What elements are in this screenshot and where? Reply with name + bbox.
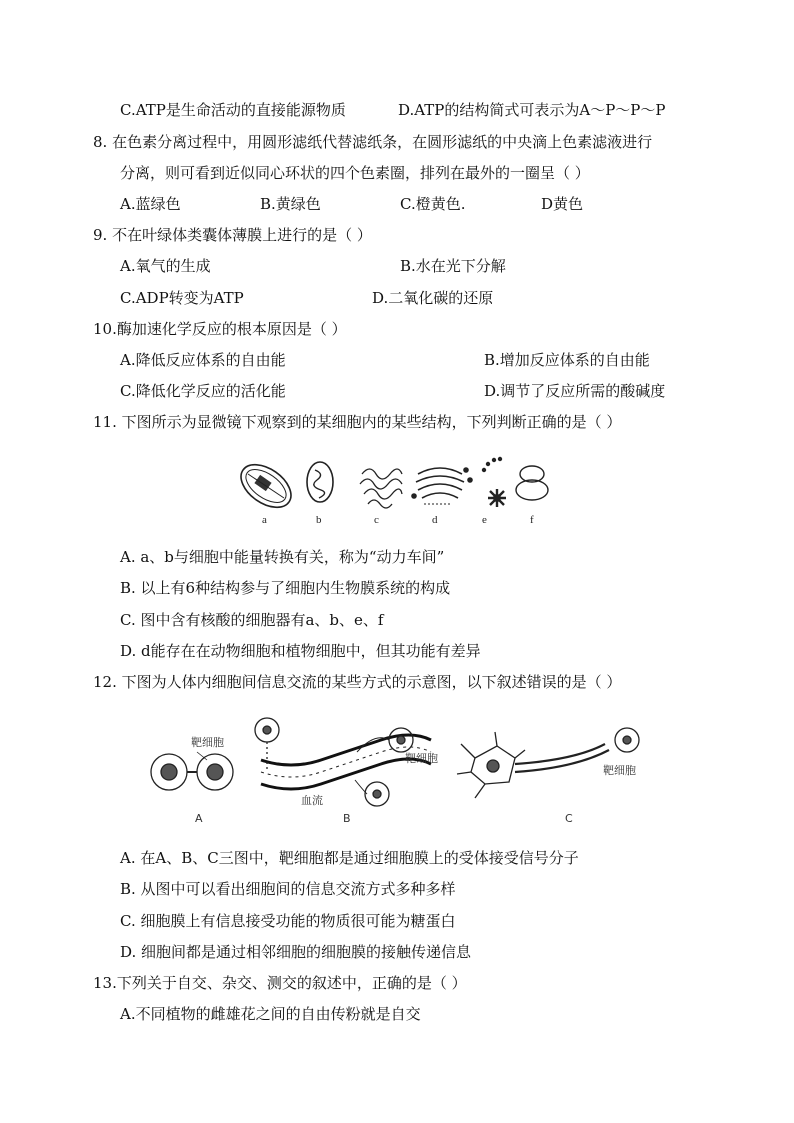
organelle-a-icon [233,456,298,516]
q12-option-b: B. 从图中可以看出细胞间的信息交流方式多种多样 [120,880,456,898]
q11-option-b: B. 以上有6种结构参与了细胞内生物膜系统的构成 [120,579,451,597]
label-b: b [316,514,322,526]
q9-option-d: D.二氧化碳的还原 [372,289,494,307]
q10-option-a: A.降低反应体系的自由能 [120,351,286,369]
panel-b-blood-label: 血流 [301,794,323,807]
panel-c-caption: C [565,812,573,825]
q9-stem: 9. 不在叶绿体类囊体薄膜上进行的是（ ） [93,226,372,244]
panel-a-caption: A [195,812,203,825]
q12-option-a: A. 在A、B、C三图中，靶细胞都是通过细胞膜上的受体接受信号分子 [120,849,579,867]
q9-option-c: C.ADP转变为ATP [120,289,244,307]
organelle-b-icon [307,462,333,502]
q8-stem-line2: 分离，则可看到近似同心环状的四个色素圈，排列在最外的一圈呈（ ） [120,164,590,182]
panel-b-target-label: 靶细胞 [405,752,438,765]
q12-option-c: C. 细胞膜上有信息接受功能的物质很可能为糖蛋白 [120,912,456,930]
organelle-d-icon [412,468,472,504]
organelle-e-icon [482,457,506,507]
q11-organelle-figure [230,452,560,534]
label-d: d [432,514,438,526]
q10-option-b: B.增加反应体系的自由能 [484,351,650,369]
q12-signaling-figure [145,712,655,830]
q11-stem: 11. 下图所示为显微镜下观察到的某细胞内的某些结构，下列判断正确的是（ ） [93,413,622,431]
q12-stem: 12. 下图为人体内细胞间信息交流的某些方式的示意图，以下叙述错误的是（ ） [93,673,622,691]
panel-c-neuron [457,728,639,798]
q8-option-a: A.蓝绿色 [120,195,181,213]
q7-option-c: C.ATP是生命活动的直接能源物质 [120,101,346,119]
q8-option-b: B.黄绿色 [260,195,321,213]
q10-option-c: C.降低化学反应的活化能 [120,382,286,400]
label-e: e [482,514,487,526]
q13-stem: 13.下列关于自交、杂交、测交的叙述中，正确的是（ ） [93,974,467,992]
panel-a-cells [151,752,233,790]
q9-option-b: B.水在光下分解 [400,257,506,275]
organelle-f-icon [516,466,548,500]
q9-option-a: A.氧气的生成 [120,257,211,275]
q7-option-d: D.ATP的结构简式可表示为A～P～P～P [398,101,666,119]
panel-c-target-label: 靶细胞 [603,764,636,777]
organelle-c-icon [360,469,402,508]
panel-b-caption: B [343,812,351,825]
label-a: a [262,514,267,526]
q12-option-d: D. 细胞间都是通过相邻细胞的细胞膜的接触传递信息 [120,943,472,961]
panel-a-target-label: 靶细胞 [191,736,224,749]
q8-stem-line1: 8. 在色素分离过程中，用圆形滤纸代替滤纸条，在圆形滤纸的中央滴上色素滤液进行 [93,133,653,151]
q10-option-d: D.调节了反应所需的酸碱度 [484,382,666,400]
label-c: c [374,514,379,526]
q8-option-d: D黄色 [541,195,584,213]
q11-option-d: D. d能存在在动物细胞和植物细胞中，但其功能有差异 [120,642,481,660]
label-f: f [530,514,534,526]
q10-stem: 10.酶加速化学反应的根本原因是（ ） [93,320,347,338]
q8-option-c: C.橙黄色. [400,195,466,213]
q11-option-c: C. 图中含有核酸的细胞器有a、b、e、f [120,611,384,629]
q13-option-a: A.不同植物的雌雄花之间的自由传粉就是自交 [120,1005,421,1023]
q11-option-a: A. a、b与细胞中能量转换有关，称为“动力车间” [120,548,445,566]
